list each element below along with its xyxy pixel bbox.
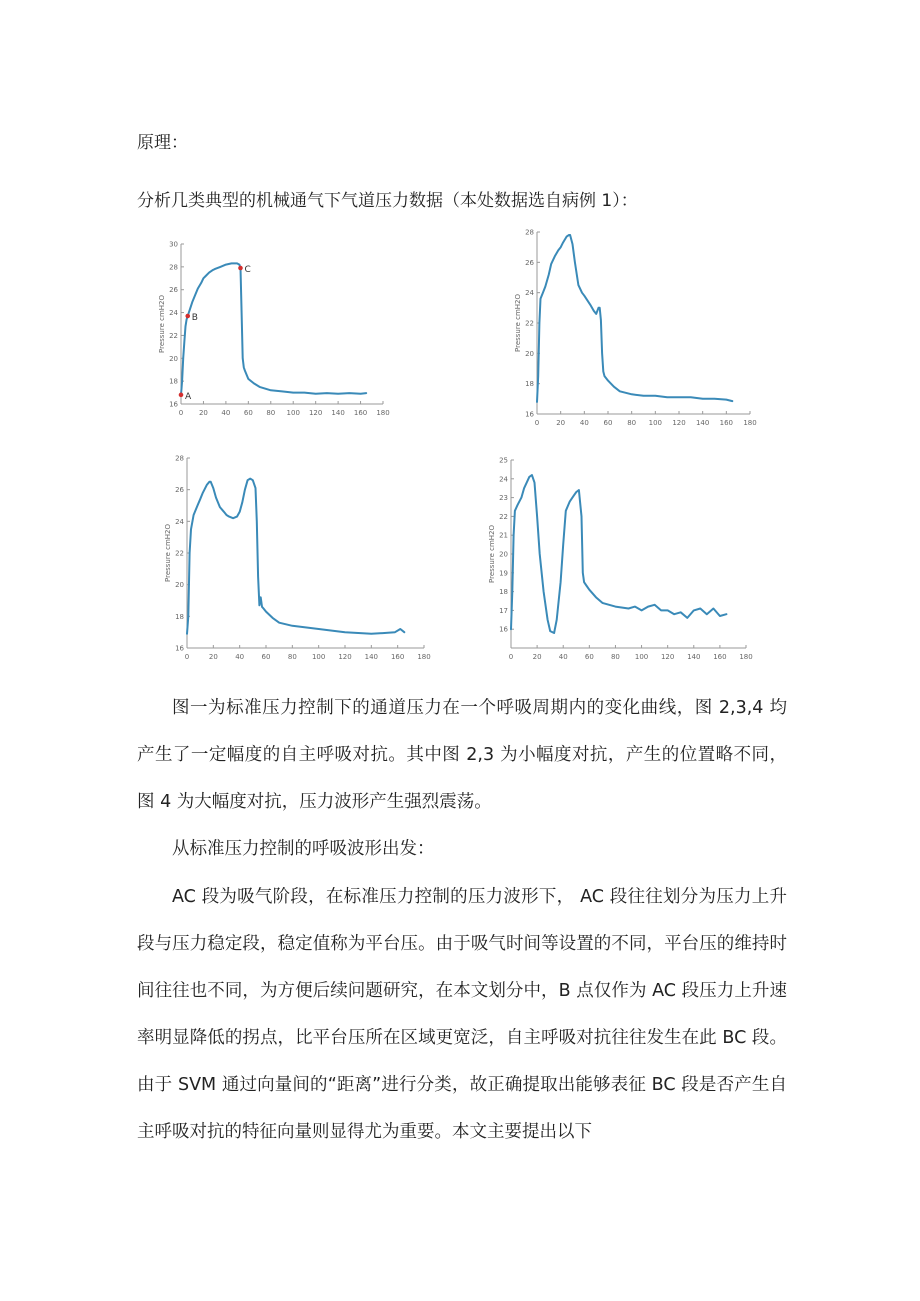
y-tick-label: 22 [175,549,184,558]
y-axis-label: Pressure cmH2O [488,524,496,584]
x-tick-label: 120 [672,419,686,427]
x-tick-label: 0 [534,419,540,427]
x-tick-label: 40 [558,653,568,661]
point-label-c: C [244,265,251,275]
y-tick-label: 16 [169,400,178,409]
x-tick-label: 180 [376,409,390,417]
x-tick-label: 120 [660,653,675,661]
x-tick-label: 120 [308,409,323,417]
y-tick-label: 26 [169,286,178,295]
y-tick-label: 17 [499,606,508,615]
x-tick-label: 80 [287,653,297,661]
point-marker-c [238,266,243,271]
x-tick-label: 180 [743,419,757,427]
x-tick-label: 120 [338,653,352,661]
y-axis-label: Pressure cmH2O [514,293,522,353]
chart-svg [155,450,440,670]
y-axis-label: Pressure cmH2O [164,523,172,583]
paragraph-3-text: AC 段为吸气阶段，在标准压力控制的压力波形下， AC 段往往划分为压力上升段与压力稳定段，稳定值称为平台压。由于吸气时间等设置的不同，平台压的维持时间往往也不同，为方便后续问题研究，在本文划分中，B 点仅作为 AC 段压力上升速率明显降低的拐点，比平台压所在区域更宽泛，自主呼吸对抗往往发生在此 BC 段。由于 SVM 通过向量间的“距离”进行分类，故正确提取出能够表征 BC 段是否产生自主呼吸对抗的特征向量则显得尤为重要。本文主要提出以下 [137,887,787,1142]
y-tick-label: 20 [525,349,534,358]
x-tick-label: 140 [364,653,379,661]
y-tick-label: 16 [175,644,184,653]
y-tick-label: 18 [169,377,178,386]
x-tick-label: 40 [221,409,231,417]
y-tick-label: 22 [525,319,534,328]
x-tick-label: 100 [286,409,300,417]
paragraph-1 [137,685,787,826]
y-tick-label: 22 [499,512,508,521]
y-tick-label: 21 [499,531,508,540]
point-label-b: B [191,313,198,323]
x-tick-label: 20 [556,419,566,427]
x-tick-label: 160 [390,653,405,661]
heading: 原理： [137,133,188,153]
paragraph-3 [137,874,787,1156]
y-tick-label: 28 [169,263,178,272]
x-tick-label: 160 [353,409,368,417]
y-tick-label: 24 [175,517,184,526]
x-tick-label: 20 [198,409,208,417]
y-tick-label: 20 [499,550,508,559]
x-tick-label: 20 [532,653,542,661]
x-tick-label: 60 [603,419,613,427]
x-tick-label: 140 [331,409,345,417]
x-tick-label: 0 [178,409,184,417]
y-tick-label: 16 [499,625,508,634]
pressure-curve [511,475,726,633]
x-tick-label: 0 [184,653,190,661]
figure-2 [505,228,770,436]
x-tick-label: 100 [648,419,663,427]
figure-4 [480,455,770,670]
y-tick-label: 26 [175,486,184,495]
x-tick-label: 100 [634,653,649,661]
chart-svg [480,455,770,670]
pressure-curve [537,235,732,402]
x-tick-label: 180 [417,653,431,661]
paragraph-2 [137,826,787,873]
y-tick-label: 20 [175,581,184,590]
point-label-a: A [185,391,192,402]
x-tick-label: 140 [695,419,710,427]
x-tick-label: 60 [584,653,594,661]
x-tick-label: 80 [266,409,276,417]
x-tick-label: 140 [687,653,701,661]
figure-1 [155,236,405,426]
y-tick-label: 25 [499,456,508,465]
y-tick-label: 30 [169,240,178,249]
x-tick-label: 160 [713,653,727,661]
pressure-curve [181,263,366,395]
chart-svg [155,236,405,426]
x-tick-label: 100 [311,653,326,661]
x-tick-label: 0 [508,653,514,661]
figure-3 [155,450,440,670]
intro-text: 分析几类典型的机械通气下气道压力数据（本处数据选自病例 1）： [137,191,638,211]
y-tick-label: 28 [525,228,534,237]
y-tick-label: 19 [499,569,508,578]
x-tick-label: 60 [243,409,253,417]
y-tick-label: 24 [169,309,178,318]
point-marker-a [179,393,184,398]
x-tick-label: 160 [719,419,734,427]
y-tick-label: 16 [525,410,534,419]
y-tick-label: 22 [169,331,178,340]
y-tick-label: 18 [499,588,508,597]
y-tick-label: 24 [525,289,534,298]
y-tick-label: 18 [175,612,184,621]
paragraph-1-text: 图一为标准压力控制下的通道压力在一个呼吸周期内的变化曲线，图 2,3,4 均产生了一定幅度的自主呼吸对抗。其中图 2,3 为小幅度对抗，产生的位置略不同，图 4 为大幅度对抗，压力波形产生强烈震荡。 [137,698,787,812]
paragraph-2-text: 从标准压力控制的呼吸波形出发： [172,839,435,859]
chart-svg [505,228,770,436]
y-tick-label: 24 [499,475,508,484]
x-tick-label: 180 [739,653,753,661]
x-tick-label: 40 [579,419,589,427]
y-tick-label: 20 [169,354,178,363]
y-tick-label: 26 [525,258,534,267]
pressure-curve [187,479,404,634]
y-tick-label: 23 [499,494,508,503]
y-axis-label: Pressure cmH2O [158,294,166,354]
y-tick-label: 28 [175,454,184,463]
point-marker-b [185,314,190,319]
x-tick-label: 80 [610,653,620,661]
y-tick-label: 18 [525,380,534,389]
x-tick-label: 40 [235,653,245,661]
x-tick-label: 80 [627,419,637,427]
x-tick-label: 60 [261,653,271,661]
x-tick-label: 20 [208,653,218,661]
